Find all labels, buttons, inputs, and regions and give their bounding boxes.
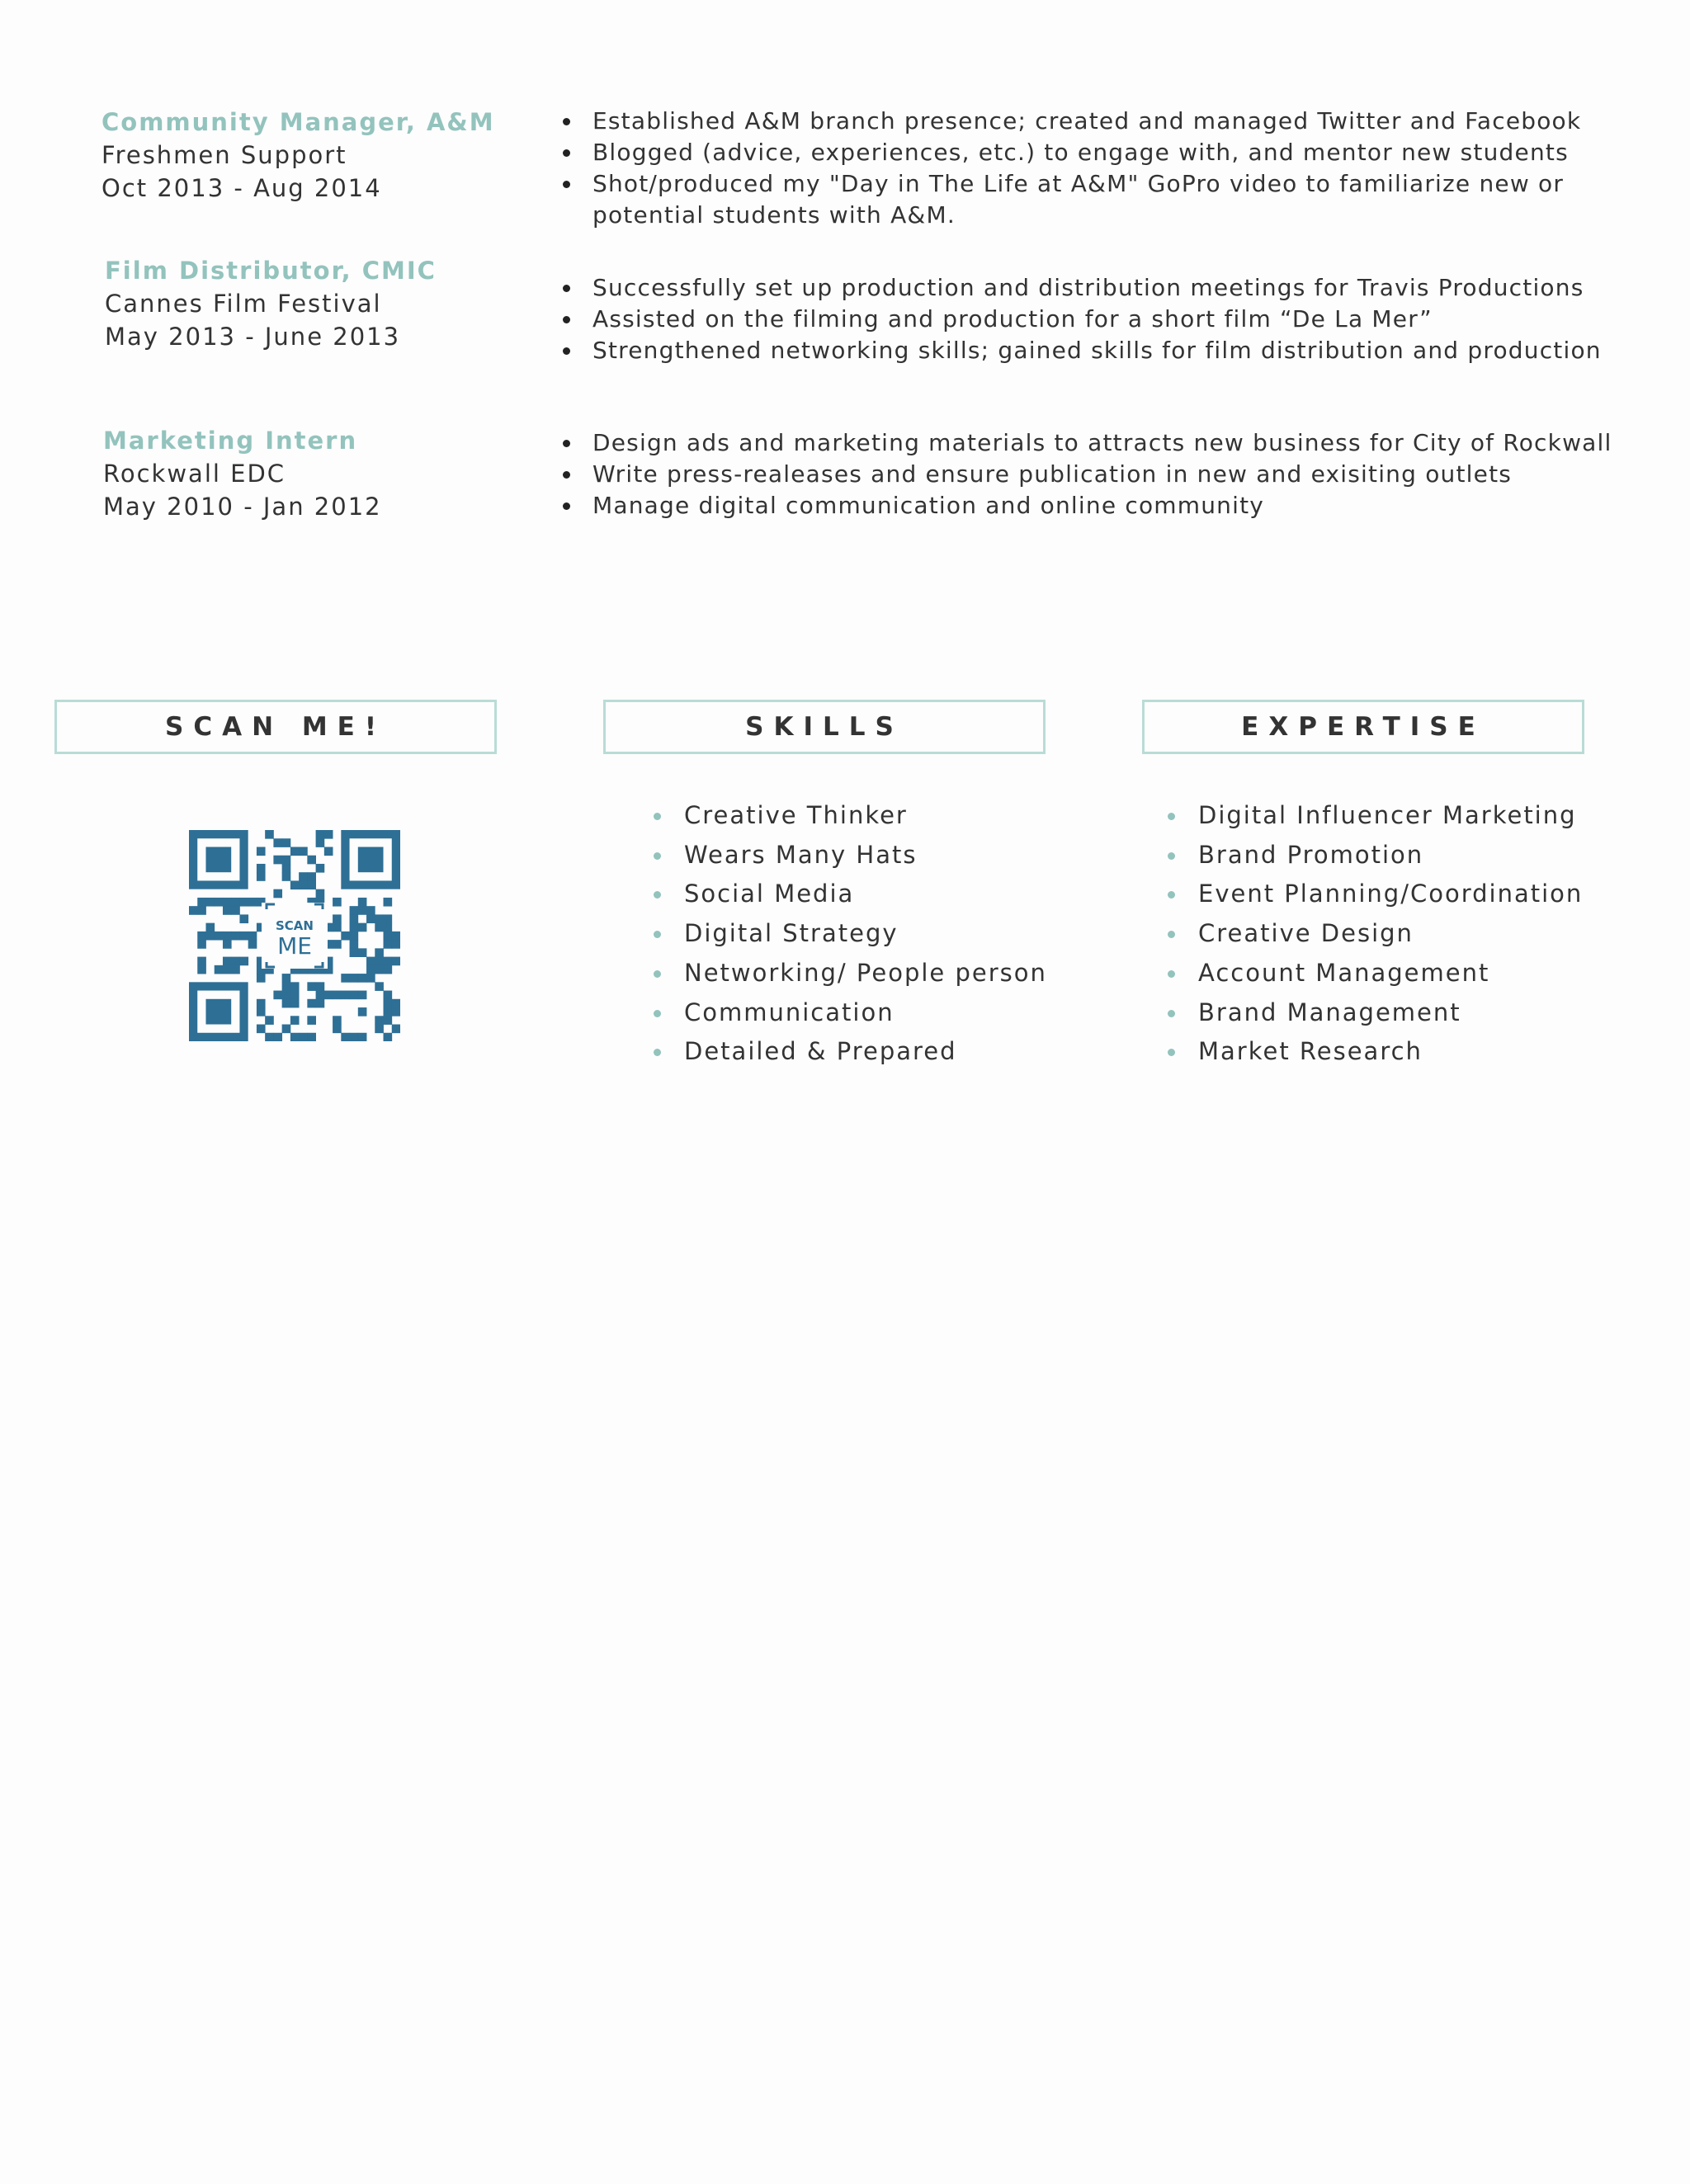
job-bullet: Shot/produced my "Day in The Life at A&M" GoPro video to familiarize new or potential students with A&M. — [592, 168, 1665, 231]
skill-item: Detailed & Prepared — [684, 1032, 1047, 1072]
skills-list — [654, 796, 1047, 1072]
job-dates: Oct 2013 - Aug 2014 — [101, 174, 382, 202]
job-meta — [101, 106, 495, 205]
job-dates: May 2013 - June 2013 — [105, 323, 401, 351]
expertise-list — [1168, 796, 1583, 1072]
expertise-item: Market Research — [1198, 1032, 1583, 1072]
job-bullet: Manage digital communication and online community — [592, 490, 1665, 521]
job-bullets — [545, 272, 1665, 366]
job-bullet: Established A&M branch presence; created and managed Twitter and Facebook — [592, 106, 1665, 137]
skill-item: Wears Many Hats — [684, 836, 1047, 875]
job-organization: Cannes Film Festival — [105, 290, 382, 318]
skill-item: Social Media — [684, 875, 1047, 914]
expertise-item: Creative Design — [1198, 914, 1583, 954]
expertise-heading: EXPERTISE — [1142, 700, 1584, 754]
skill-item: Networking/ People person — [684, 954, 1047, 993]
job-bullet: Strengthened networking skills; gained skills for film distribution and production — [592, 335, 1665, 366]
job-bullet: Write press-realeases and ensure publication in new and exisiting outlets — [592, 459, 1665, 490]
job-meta — [105, 254, 437, 353]
expertise-item: Brand Management — [1198, 993, 1583, 1033]
expertise-item: Digital Influencer Marketing — [1198, 796, 1583, 836]
job-title: Community Manager, A&M — [101, 108, 495, 136]
job-bullet: Successfully set up production and distribution meetings for Travis Productions — [592, 272, 1665, 304]
job-bullets — [545, 106, 1665, 231]
skill-item: Digital Strategy — [684, 914, 1047, 954]
qr-label-me: ME — [277, 932, 312, 960]
expertise-item: Event Planning/Coordination — [1198, 875, 1583, 914]
skills-heading: SKILLS — [603, 700, 1046, 754]
job-dates: May 2010 - Jan 2012 — [103, 493, 382, 521]
scan-me-heading: SCAN ME! — [54, 700, 497, 754]
job-bullets — [545, 427, 1665, 521]
expertise-item: Account Management — [1198, 954, 1583, 993]
qr-code[interactable] — [189, 830, 400, 1041]
skill-item: Creative Thinker — [684, 796, 1047, 836]
job-organization: Freshmen Support — [101, 141, 347, 169]
job-organization: Rockwall EDC — [103, 460, 286, 488]
skill-item: Communication — [684, 993, 1047, 1033]
job-bullet: Design ads and marketing materials to attracts new business for City of Rockwall — [592, 427, 1665, 459]
qr-code-icon — [189, 830, 400, 1041]
job-bullet: Blogged (advice, experiences, etc.) to engage with, and mentor new students — [592, 137, 1665, 168]
job-bullet: Assisted on the filming and production for a short film “De La Mer” — [592, 304, 1665, 335]
job-meta — [103, 424, 382, 523]
qr-label-scan: SCAN — [276, 918, 314, 933]
job-title: Film Distributor, CMIC — [105, 257, 437, 285]
expertise-item: Brand Promotion — [1198, 836, 1583, 875]
job-title: Marketing Intern — [103, 427, 358, 455]
